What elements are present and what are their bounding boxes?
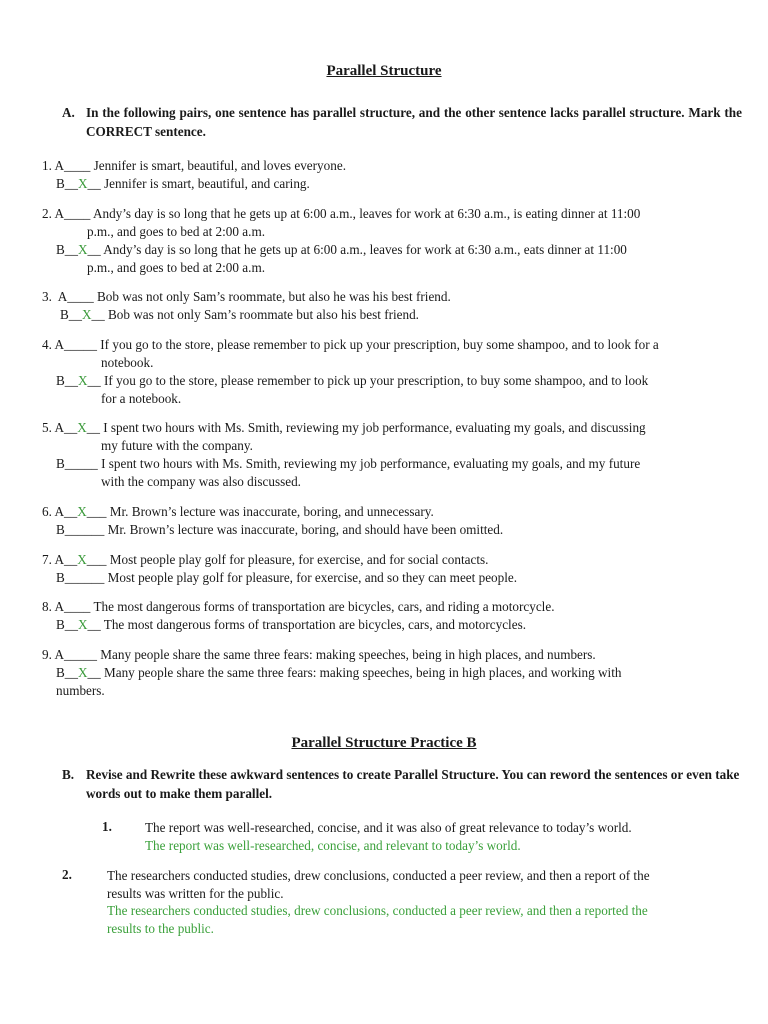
answer-mark: X (81, 307, 92, 322)
item-9-b: B__X__ Many people share the same three fears: making speeches, being in high places, and working with (56, 665, 622, 680)
section-a-label: A. (62, 105, 75, 120)
section-a-instruction (62, 103, 742, 141)
answer-mark: X (77, 242, 88, 257)
answer-mark: X (77, 373, 88, 388)
item-3-a: 3. A____ Bob was not only Sam’s roommate, but also he was his best friend. (42, 289, 451, 304)
answer-mark: X (77, 420, 87, 435)
item-1-a: 1. A____ Jennifer is smart, beautiful, and loves everyone. (42, 158, 346, 173)
answer-mark: X (77, 552, 87, 567)
item-7-b: B______ Most people play golf for pleasure, for exercise, and so they can meet people. (56, 570, 518, 585)
item-6-b: B______ Mr. Brown’s lecture was inaccurate, boring, and should have been omitted. (56, 522, 504, 537)
section-b-instruction-text: Revise and Rewrite these awkward sentences to create Parallel Structure. You can reword the sentences or even take words out to make them parallel. (86, 767, 740, 801)
section-a-instruction-text: In the following pairs, one sentence has parallel structure, and the other sentence lacks parallel structure. Mark the CORRECT sentence. (86, 105, 742, 139)
item-5-b-cont: with the company was also discussed. (101, 474, 301, 489)
item-3-b: B__X__ Bob was not only Sam’s roommate but also his best friend. (60, 307, 419, 322)
item-1-b: B__X__ Jennifer is smart, beautiful, and caring. (56, 176, 310, 191)
item-9-a: 9. A_____ Many people share the same three fears: making speeches, being in high places, and numbers. (42, 647, 596, 662)
item-2-a: 2. A____ Andy’s day is so long that he gets up at 6:00 a.m., leaves for work at 6:30 a.m., is eating dinner at 11:00 (42, 206, 641, 221)
item-4-a-cont: notebook. (101, 355, 154, 370)
answer-mark: X (77, 176, 88, 191)
b-item-1-question: The report was well-researched, concise, and it was also of great relevance to today’s world. (145, 820, 632, 835)
b-item-2-question-line2: results was written for the public. (107, 886, 284, 901)
section-b-instruction (62, 765, 742, 803)
item-8-b: B__X__ The most dangerous forms of transportation are bicycles, cars, and motorcycles. (56, 617, 526, 632)
b-item-1-answer: The report was well-researched, concise, and relevant to today’s world. (145, 838, 521, 853)
item-4-b-cont: for a notebook. (101, 391, 182, 406)
item-5-a: 5. A__X__ I spent two hours with Ms. Smith, reviewing my job performance, evaluating my goals, and discussing (42, 420, 646, 435)
page-title: Parallel Structure (326, 63, 442, 79)
section-b-title: Parallel Structure Practice B (291, 735, 477, 751)
answer-mark: X (77, 617, 88, 632)
section-b-label: B. (62, 767, 75, 782)
b-item-2-answer-line2: results to the public. (107, 921, 214, 936)
b-item-2-question-line1: The researchers conducted studies, drew conclusions, conducted a peer review, and then a report of the (107, 868, 650, 883)
item-6-a: 6. A__X___ Mr. Brown’s lecture was inaccurate, boring, and unnecessary. (42, 504, 434, 519)
item-5-a-cont: my future with the company. (101, 438, 253, 453)
item-8-a: 8. A____ The most dangerous forms of transportation are bicycles, cars, and riding a motorcycle. (42, 599, 555, 614)
b-item-2-answer-line1: The researchers conducted studies, drew conclusions, conducted a peer review, and then a reported the (107, 903, 648, 918)
item-4-a: 4. A_____ If you go to the store, please remember to pick up your prescription, buy some shampoo, and to look for a (42, 337, 659, 352)
answer-mark: X (77, 665, 88, 680)
item-7-a: 7. A__X___ Most people play golf for pleasure, for exercise, and for social contacts. (42, 552, 489, 567)
item-9-b-cont: numbers. (56, 683, 105, 698)
item-5-b: B_____ I spent two hours with Ms. Smith, reviewing my job performance, evaluating my goals, and my future (56, 456, 641, 471)
item-2-b-cont: p.m., and goes to bed at 2:00 a.m. (87, 260, 265, 275)
item-2-b: B__X__ Andy’s day is so long that he gets up at 6:00 a.m., leaves for work at 6:30 a.m., eats dinner at 11:00 (56, 242, 627, 257)
answer-mark: X (77, 504, 87, 519)
item-2-a-cont: p.m., and goes to bed at 2:00 a.m. (87, 224, 265, 239)
b-item-1-number: 1. (102, 819, 112, 834)
b-item-2-number: 2. (62, 867, 72, 882)
item-4-b: B__X__ If you go to the store, please remember to pick up your prescription, to buy some shampoo, and to look (56, 373, 649, 388)
